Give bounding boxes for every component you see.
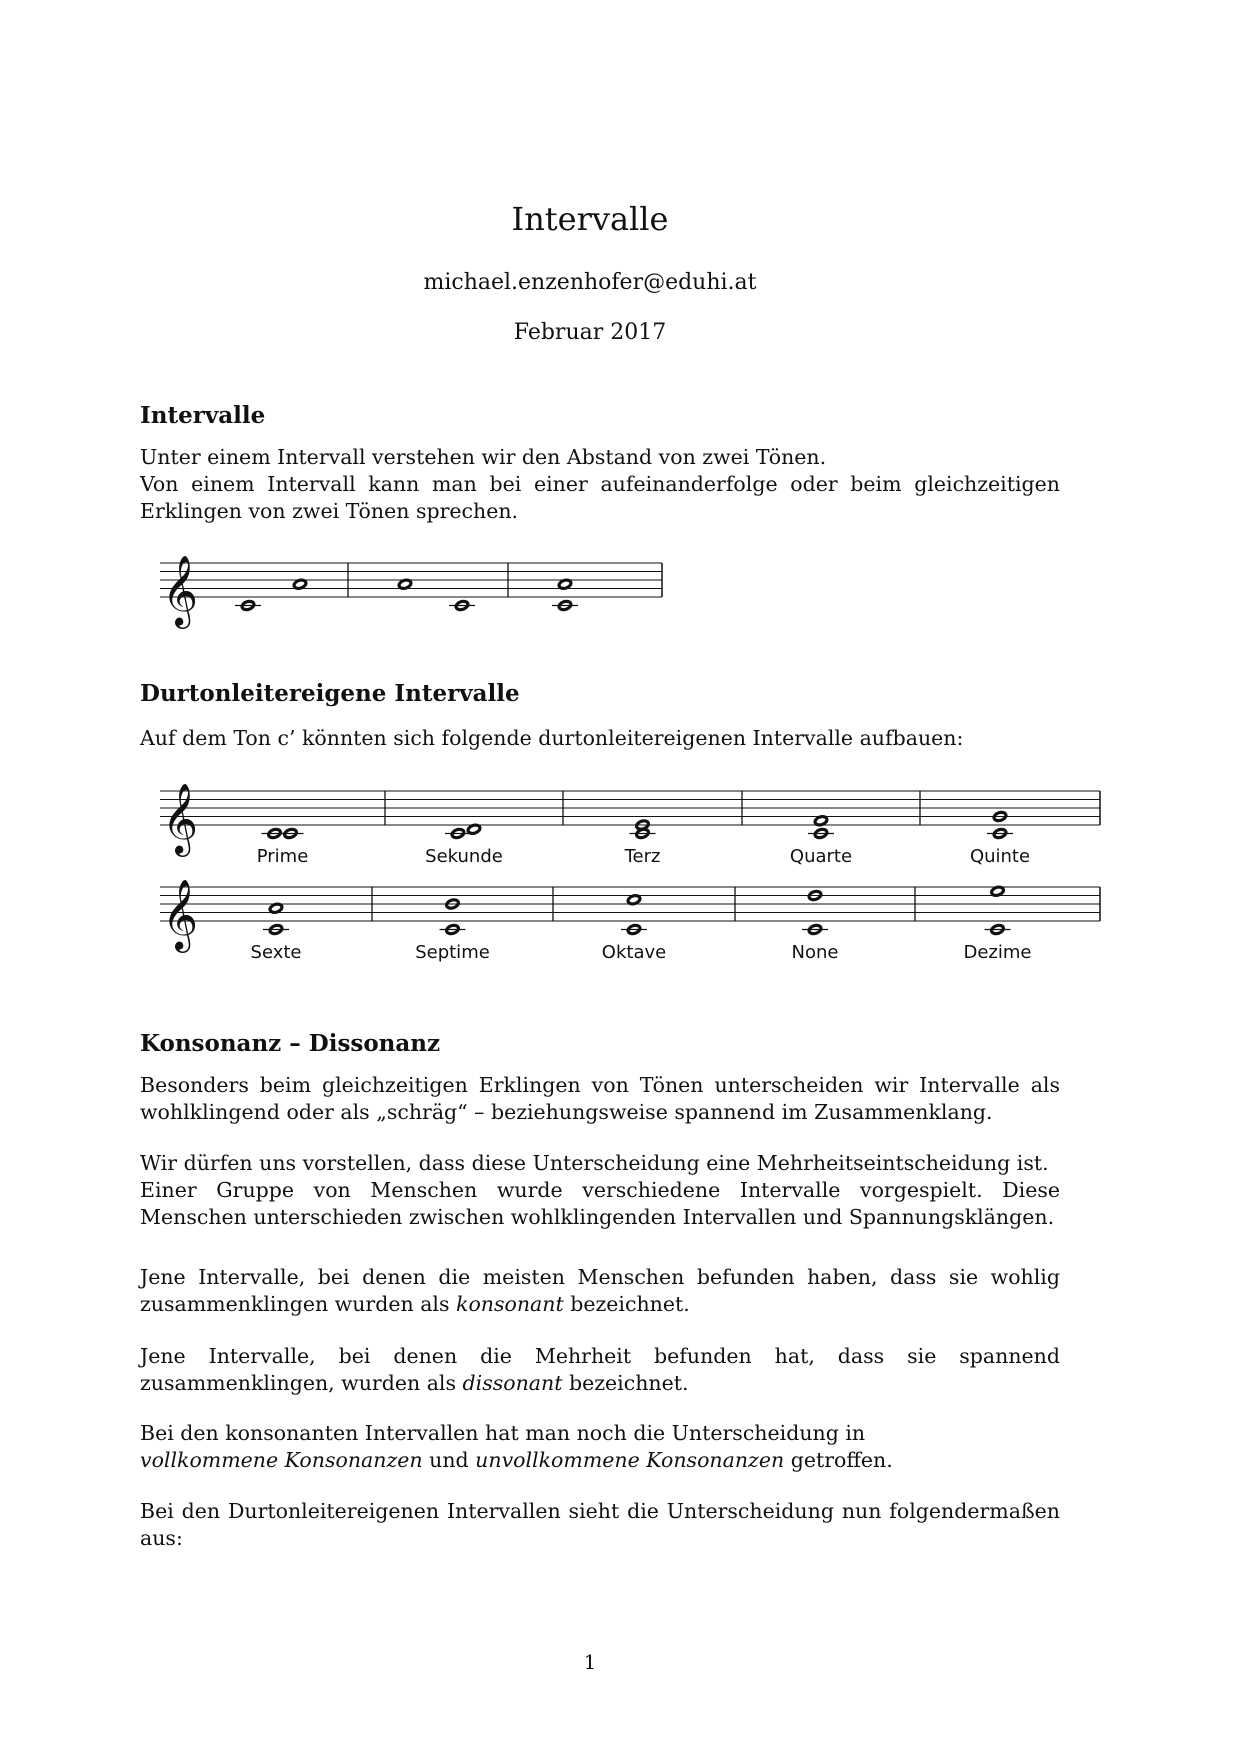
konsonanz-paragraph-2 [140, 1150, 1060, 1231]
term-dissonant: dissonant [462, 1371, 563, 1395]
interval-label: Quarte [789, 846, 853, 867]
konsonanz-paragraph-1: Besonders beim gleichzeitigen Erklingen von Tönen unterscheiden wir Intervalle als wohlklingend oder als „schräg“ – beziehungsweise spannend im Zusammenklang. [140, 1073, 1060, 1124]
interval-label: Prime [256, 846, 309, 867]
konsonanz-p2-line-1: Wir dürfen uns vorstellen, dass diese Unterscheidung eine Mehrheitseintscheidung ist. [140, 1151, 1049, 1175]
treble-clef-icon: 𝄞 [162, 555, 199, 626]
interval-label: Quinte [969, 846, 1031, 867]
interval-label: Oktave [601, 942, 667, 963]
konsonanz-paragraph-3: Jene Intervalle, bei denen die meisten Menschen befunden haben, dass sie wohlig zusammenklingen wurden als konsonant bezeichnet. [140, 1265, 1060, 1316]
section-heading-durtonleitereigene: Durtonleitereigene Intervalle [140, 680, 520, 707]
konsonanz-p5-line-2: vollkommene Konsonanzen und unvollkommene Konsonanzen getroffen. [140, 1448, 893, 1472]
interval-label: Dezime [963, 942, 1032, 963]
section-heading-intervalle: Intervalle [140, 402, 266, 429]
interval-label: None [791, 942, 839, 963]
interval-label: Sexte [250, 942, 302, 963]
term-vollkommene: vollkommene Konsonanzen [140, 1448, 423, 1472]
treble-clef-icon: 𝄞 [162, 879, 199, 950]
section-heading-konsonanz: Konsonanz – Dissonanz [140, 1030, 441, 1057]
treble-clef-icon: 𝄞 [162, 783, 199, 854]
author-email: michael.enzenhofer@eduhi.at [423, 270, 757, 295]
konsonanz-paragraph-6: Bei den Durtonleitereigenen Intervallen sieht die Unterscheidung nun folgendermaßen aus: [140, 1499, 1060, 1550]
staff-intervals-row-1 [160, 783, 1100, 867]
interval-label: Septime [415, 942, 490, 963]
staff-intervals-row-2 [160, 879, 1100, 963]
interval-label: Terz [624, 846, 661, 867]
section-1-line-2: Von einem Intervall kann man bei einer aufeinanderfolge oder beim gleichzeitigen Erklingen von zwei Tönen sprechen. [140, 472, 1060, 523]
interval-label: Sekunde [425, 846, 503, 867]
document-date: Februar 2017 [513, 320, 667, 345]
term-konsonant: konsonant [456, 1292, 564, 1316]
document-title: Intervalle [511, 200, 669, 238]
section-2-line-1: Auf dem Ton c’ könnten sich folgende durtonleitereigenen Intervalle aufbauen: [140, 726, 964, 750]
staff-example-1 [160, 555, 662, 629]
term-unvollkommene: unvollkommene Konsonanzen [475, 1448, 785, 1472]
konsonanz-paragraph-5 [140, 1420, 1060, 1474]
konsonanz-paragraph-4: Jene Intervalle, bei denen die Mehrheit befunden hat, dass sie spannend zusammenklingen, wurden als dissonant bezeichnet. [140, 1344, 1060, 1395]
konsonanz-p2-line-2: Einer Gruppe von Menschen wurde verschiedene Intervalle vorgespielt. Diese Menschen unterschieden zwischen wohlklingenden Intervallen und Spannungsklängen. [140, 1178, 1060, 1229]
page-number: 1 [583, 1650, 597, 1674]
konsonanz-p5-line-1: Bei den konsonanten Intervallen hat man noch die Unterscheidung in [140, 1421, 866, 1445]
section-1-line-1: Unter einem Intervall verstehen wir den Abstand von zwei Tönen. [140, 445, 827, 469]
